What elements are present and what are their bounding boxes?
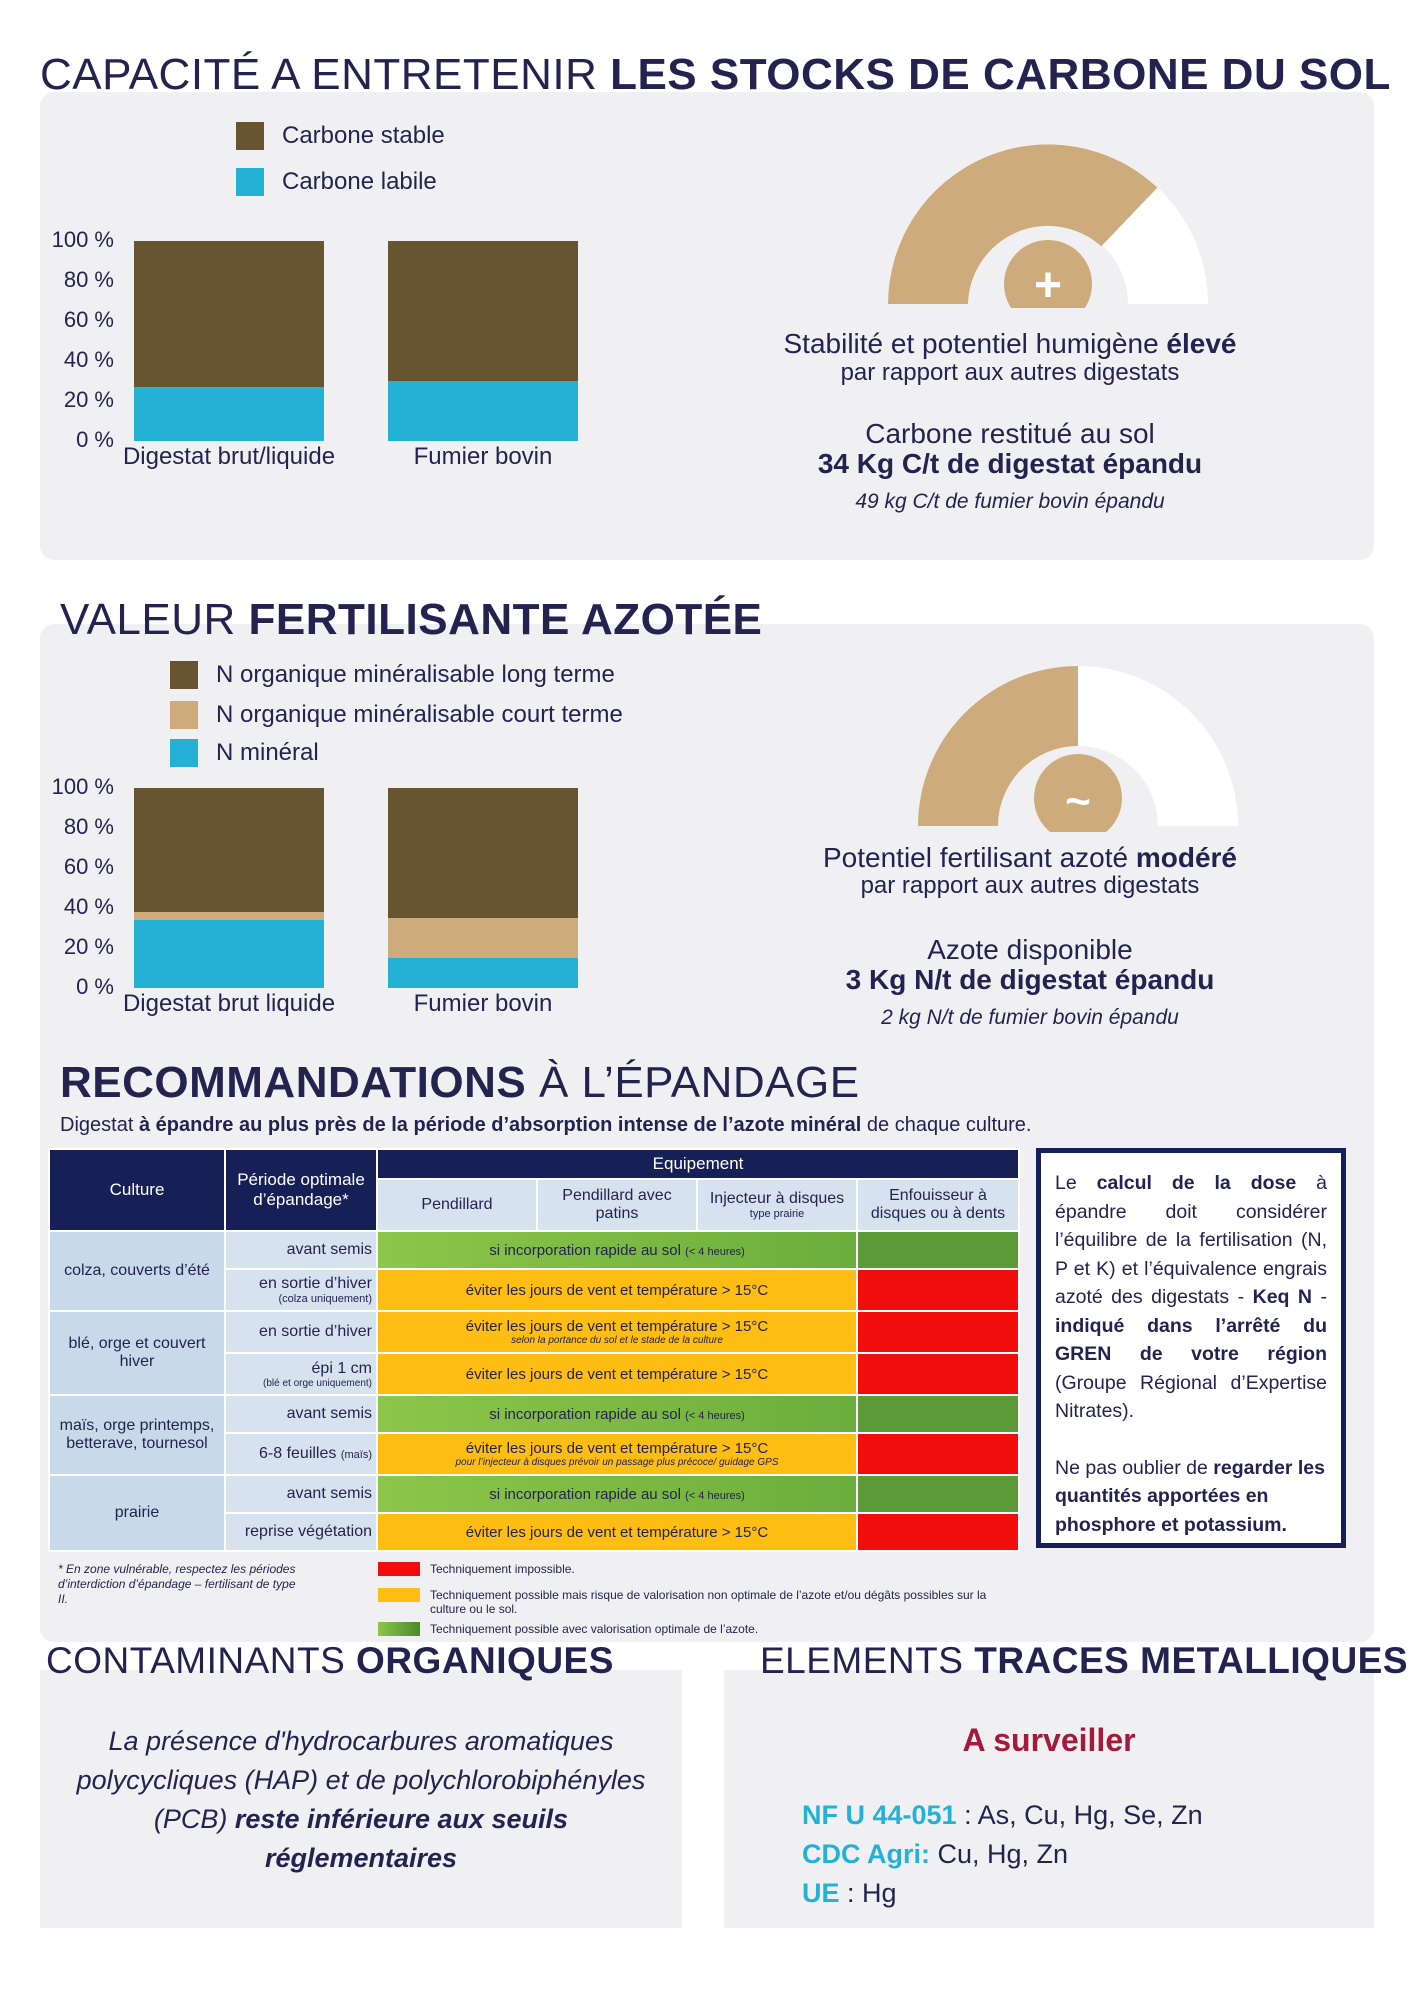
col-pendillard-patins: Pendillard avec patins: [537, 1179, 697, 1231]
y-tick-label: 0 %: [76, 974, 114, 999]
orange-cell: éviter les jours de vent et température > 15°C: [377, 1353, 857, 1395]
nitrogen-potential: Potentiel fertilisant azoté modéré: [823, 842, 1237, 873]
y-tick-label: 100 %: [51, 227, 114, 252]
organic-title: CONTAMINANTS ORGANIQUES: [46, 1640, 614, 1681]
bar-segment: [388, 788, 578, 918]
nitrogen-gauge: [912, 660, 1244, 832]
period-cell: avant semis: [225, 1395, 377, 1433]
col-equipment: Equipement: [377, 1149, 1019, 1179]
plus-icon: +: [1033, 259, 1063, 308]
table-row: [49, 1395, 1019, 1433]
col-enfouisseur: Enfouisseur à disques ou à dents: [857, 1179, 1019, 1231]
bar-segment: [388, 918, 578, 958]
red-cell: [857, 1311, 1019, 1353]
green-cell: si incorporation rapide au sol (< 4 heures): [377, 1475, 857, 1513]
carbon-stability: Stabilité et potentiel humigène élevé: [783, 328, 1237, 359]
bar-segment: [134, 387, 324, 441]
metals-status: A surveiller: [962, 1722, 1136, 1758]
carbon-legend-stable: Carbone stable: [236, 122, 445, 150]
legend-risk: Techniquement possible mais risque de valorisation non optimale de l’azote et/ou dégâts possibles sur la culture ou le sol.: [378, 1588, 1018, 1616]
y-tick-label: 80 %: [63, 814, 114, 839]
x-tick-label: Fumier bovin: [413, 990, 553, 1017]
metals-item-cdc: CDC Agri: Cu, Hg, Zn: [802, 1839, 1069, 1869]
dose-info-box: [1036, 1148, 1346, 1548]
red-cell: [857, 1269, 1019, 1311]
period-cell: épi 1 cm (blé et orge uniquement): [225, 1353, 377, 1395]
col-culture: Culture: [49, 1149, 225, 1231]
x-tick-label: Digestat brut/liquide: [122, 443, 336, 470]
x-tick-label: Fumier bovin: [413, 443, 553, 470]
period-cell: reprise végétation: [225, 1513, 377, 1551]
period-cell: avant semis: [225, 1231, 377, 1269]
bar-segment: [134, 912, 324, 920]
y-tick-label: 20 %: [63, 387, 114, 412]
recommendations-title: RECOMMANDATIONS À L’ÉPANDAGE: [60, 1058, 860, 1107]
carbon-restored-value: 34 Kg C/t de digestat épandu: [817, 448, 1203, 479]
y-tick-label: 0 %: [76, 427, 114, 452]
orange-cell: éviter les jours de vent et température > 15°C pour l’injecteur à disques prévoir un passage plus précoce/ guidage GPS: [377, 1433, 857, 1475]
crop-mais: maïs, orge printemps, betterave, tournesol: [49, 1395, 225, 1475]
nitrogen-available-value: 3 Kg N/t de digestat épandu: [845, 964, 1215, 995]
recommendations-intro: Digestat à épandre au plus près de la période d’absorption intense de l’azote minéral de chaque culture.: [60, 1114, 1032, 1136]
metals-item-nfu: NF U 44-051 : As, Cu, Hg, Se, Zn: [802, 1800, 1203, 1830]
tilde-icon: ~: [1065, 777, 1091, 826]
carbon-stability-sub: par rapport aux autres digestats: [840, 359, 1180, 386]
green-cell: [857, 1395, 1019, 1433]
dose-info-reminder: Ne pas oublier de regarder les quantités apportées en phosphore et potassium.: [1055, 1456, 1325, 1536]
period-cell: en sortie d’hiver (colza uniquement): [225, 1269, 377, 1311]
red-cell: [857, 1433, 1019, 1475]
y-tick-label: 20 %: [63, 934, 114, 959]
y-tick-label: 40 %: [63, 894, 114, 919]
dose-info-text: Le calcul de la dose à épandre doit considérer l’équilibre de la fertilisation (N, P et K) et l’équivalence engrais azoté des digestats - Keq N - indiqué dans l’arrêté du GREN de votre région (Groupe Régional d’Expertise Nitrates).: [1055, 1172, 1328, 1422]
table-row: [49, 1475, 1019, 1513]
table-row: [49, 1311, 1019, 1353]
green-cell: [857, 1231, 1019, 1269]
green-cell: [857, 1475, 1019, 1513]
carbon-legend-labile: Carbone labile: [236, 168, 437, 196]
col-injecteur: Injecteur à disques type prairie: [697, 1179, 857, 1231]
metals-list: [802, 1796, 1203, 1913]
legend-impossible: Techniquement impossible.: [378, 1562, 1018, 1576]
y-tick-label: 40 %: [63, 347, 114, 372]
nitrogen-available-label: Azote disponible: [927, 934, 1133, 965]
period-cell: avant semis: [225, 1475, 377, 1513]
crop-ble: blé, orge et couvert hiver: [49, 1311, 225, 1395]
nitrogen-potential-sub: par rapport aux autres digestats: [860, 872, 1200, 899]
legend-swatch: [378, 1588, 420, 1602]
green-cell: si incorporation rapide au sol (< 4 heures): [377, 1231, 857, 1269]
crop-colza: colza, couverts d’été: [49, 1231, 225, 1311]
nitrogen-legend-mineral: N minéral: [170, 739, 319, 767]
x-tick-label: Digestat brut liquide: [122, 990, 336, 1017]
nitrogen-title: VALEUR FERTILISANTE AZOTÉE: [60, 595, 763, 644]
table-row: [49, 1231, 1019, 1269]
nitrogen-legend-long: N organique minéralisable long terme: [170, 661, 615, 689]
table-footnote: * En zone vulnérable, respectez les périodes d’interdiction d’épandage – fertilisant de type II.: [58, 1562, 296, 1606]
carbon-gauge: [880, 134, 1216, 308]
period-cell: en sortie d’hiver: [225, 1311, 377, 1353]
legend-swatch: [170, 661, 198, 689]
carbon-restored-compare: 49 kg C/t de fumier bovin épandu: [855, 490, 1165, 513]
nitrogen-legend-short: N organique minéralisable court terme: [170, 701, 623, 729]
legend-swatch: [236, 168, 264, 196]
orange-cell: éviter les jours de vent et température > 15°C selon la portance du sol et le stade de la culture: [377, 1311, 857, 1353]
bar-segment: [134, 788, 324, 912]
metals-item-ue: UE : Hg: [802, 1878, 897, 1908]
legend-optimal: Techniquement possible avec valorisation optimale de l’azote.: [378, 1622, 1018, 1636]
red-cell: [857, 1513, 1019, 1551]
bar-segment: [134, 241, 324, 387]
legend-swatch: [170, 739, 198, 767]
metals-title: ELEMENTS TRACES METALLIQUES: [760, 1640, 1409, 1681]
y-tick-label: 80 %: [63, 267, 114, 292]
legend-swatch: [378, 1622, 420, 1636]
bar-segment: [388, 381, 578, 441]
y-tick-label: 60 %: [63, 307, 114, 332]
y-tick-label: 60 %: [63, 854, 114, 879]
green-cell: si incorporation rapide au sol (< 4 heures): [377, 1395, 857, 1433]
carbon-title: CAPACITÉ A ENTRETENIR LES STOCKS DE CARBONE DU SOL: [40, 50, 1391, 99]
y-tick-label: 100 %: [51, 774, 114, 799]
orange-cell: éviter les jours de vent et température > 15°C: [377, 1269, 857, 1311]
legend-swatch: [170, 701, 198, 729]
bar-segment: [388, 958, 578, 988]
orange-cell: éviter les jours de vent et température > 15°C: [377, 1513, 857, 1551]
legend-swatch: [236, 122, 264, 150]
bar-segment: [134, 920, 324, 988]
organic-text: La présence d'hydrocarbures aromatiques polycycliques (HAP) et de polychlorobiphényles (PCB) reste inférieure aux seuils réglementaires: [76, 1726, 646, 1873]
legend-swatch: [378, 1562, 420, 1576]
period-cell: 6-8 feuilles (maïs): [225, 1433, 377, 1475]
red-cell: [857, 1353, 1019, 1395]
col-pendillard: Pendillard: [377, 1179, 537, 1231]
carbon-restored-label: Carbone restitué au sol: [865, 418, 1155, 449]
recommendations-table: [48, 1148, 1020, 1552]
bar-segment: [388, 241, 578, 381]
crop-prairie: prairie: [49, 1475, 225, 1551]
col-period: Période optimale d’épandage*: [225, 1149, 377, 1231]
nitrogen-available-compare: 2 kg N/t de fumier bovin épandu: [881, 1006, 1179, 1029]
